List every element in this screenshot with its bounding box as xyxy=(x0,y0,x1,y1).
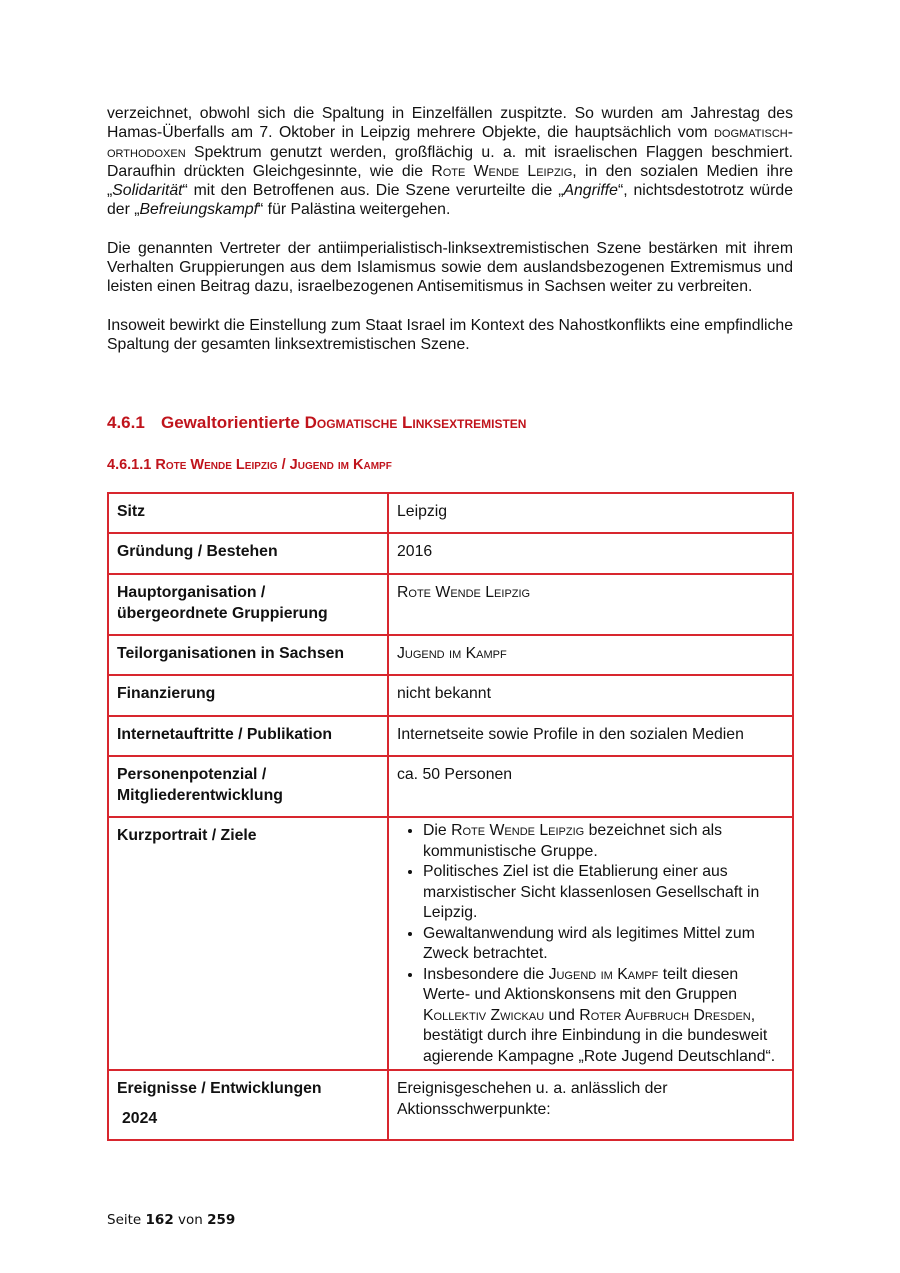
label-line: Mitgliederentwicklung xyxy=(117,786,283,804)
info-table xyxy=(107,492,794,1141)
table-row-kurzportrait xyxy=(108,817,793,1070)
subsection-title: Rote Wende Leipzig / Jugend im Kampf xyxy=(155,457,392,473)
value-cell: Rote Wende Leipzig xyxy=(388,574,793,635)
table-row-teilorganisationen xyxy=(108,635,793,675)
text-run: “ mit den Betroffenen aus. Die Szene verurteilte die „ xyxy=(182,182,564,200)
value-cell xyxy=(388,817,793,1070)
text-run: , in den sozialen Medien ihre „ xyxy=(107,162,793,200)
footer-text: Seite xyxy=(107,1212,146,1228)
label-cell xyxy=(108,574,388,635)
paragraph-3: Insoweit bewirkt die Einstellung zum Staat Israel im Kontext des Nahostkonflikts eine empfindliche Spaltung der gesamten linksextremistischen Szene. xyxy=(107,316,793,353)
label-cell: Finanzierung xyxy=(108,675,388,716)
page-total: 259 xyxy=(207,1212,236,1228)
table-row-internetauftritte xyxy=(108,716,793,756)
text-run: “ für Palästina weitergehen. xyxy=(258,201,451,219)
value-cell: Jugend im Kampf xyxy=(388,635,793,675)
quote-solidaritaet: Solidarität xyxy=(112,182,183,200)
label-line: Personenpotenzial / xyxy=(117,766,267,783)
paragraph-2: Die genannten Vertreter der antiimperialistisch-linksextremistischen Szene bestärken mit ihrem Verhalten Gruppierungen aus dem Islamismus sowie dem auslandsbezogenen Extremismus und leisten einen Beitrag dazu, israelbezogenen Antisemitismus in Sachsen weiter zu verbreiten. xyxy=(107,239,793,296)
text-run: Die xyxy=(423,822,452,839)
label-line: Hauptorganisation / xyxy=(117,584,266,601)
body-text xyxy=(107,104,793,354)
value-cell: nicht bekannt xyxy=(388,675,793,716)
table-row-personenpotenzial xyxy=(108,756,793,817)
text-run: “, nichtsdestotrotz würde der „ xyxy=(107,182,793,219)
table-row-gruendung xyxy=(108,533,793,574)
section-heading-4-6-1 xyxy=(107,413,526,433)
label-cell xyxy=(108,1070,388,1140)
text-run: teilt diesen Werte- und Aktionskonsens mit den Gruppen xyxy=(423,965,739,1003)
section-title-smallcaps: Dogmatische Linksextremisten xyxy=(304,413,527,432)
table-row-finanzierung xyxy=(108,675,793,716)
footer-text: von xyxy=(173,1212,208,1228)
bullet-list xyxy=(397,821,784,1067)
text-run: bezeichnet sich als kommunistische Gruppe. xyxy=(423,822,723,860)
quote-angriffe: Angriffe xyxy=(563,182,618,200)
text-run: Spektrum genutzt werden, großflächig u. a. mit israelischen Flaggen beschmiert. Daraufhin drückten Gleichgesinnte, wie die xyxy=(107,143,793,180)
list-item: • Politisches Ziel ist die Etablierung einer aus marxistischer Sicht klassenlosen Gesellschaft in Leipzig. xyxy=(423,862,784,924)
label-cell: Kurzportrait / Ziele xyxy=(108,817,388,1070)
value-cell: Ereignisgeschehen u. a. anlässlich der Aktionsschwerpunkte: xyxy=(388,1070,793,1140)
term-rote-wende-leipzig: Rote Wende Leipzig xyxy=(451,822,585,839)
section-number: 4.6.1 xyxy=(107,413,145,432)
list-item xyxy=(423,821,784,862)
text-run: Insbesondere die xyxy=(423,965,549,983)
term-dogmatisch-orthodox: dogmatisch-orthodoxen xyxy=(107,124,793,161)
term-roter-aufbruch-dresden: Roter Aufbruch Dresden xyxy=(579,1006,751,1024)
list-item xyxy=(423,965,784,1068)
table-row-hauptorganisation xyxy=(108,574,793,635)
label-line: Ereignisse / Entwicklungen xyxy=(117,1080,322,1097)
label-cell: Teilorganisationen in Sachsen xyxy=(108,635,388,675)
page-footer xyxy=(107,1212,235,1228)
value-cell: ca. 50 Personen xyxy=(388,756,793,817)
value-cell: 2016 xyxy=(388,533,793,574)
quote-befreiungskampf: Befreiungskampf xyxy=(139,201,259,219)
text-run: , bestätigt durch ihre Einbindung in die bundesweit agierende Kampagne „Rote Jugend Deutschland“. xyxy=(423,1006,776,1065)
list-item: • Gewaltanwendung wird als legitimes Mittel zum Zweck betrachtet. xyxy=(423,924,784,965)
term-jugend-im-kampf: Jugend im Kampf xyxy=(548,965,659,983)
table-row-ereignisse xyxy=(108,1070,793,1140)
paragraph-1 xyxy=(107,104,793,220)
text-run: verzeichnet, obwohl sich die Spaltung in Einzelfällen zuspitzte. So wurden am Jahrestag des Hamas-Überfalls am 7. Oktober in Leipzig mehrere Objekte, die hauptsächlich vom xyxy=(107,105,793,142)
value-cell: Leipzig xyxy=(388,493,793,533)
label-cell: Sitz xyxy=(108,493,388,533)
term-kollektiv-zwickau: Kollektiv Zwickau xyxy=(423,1006,545,1024)
label-line: übergeordnete Gruppierung xyxy=(117,604,328,622)
table-row-sitz xyxy=(108,493,793,533)
value-cell: Internetseite sowie Profile in den sozialen Medien xyxy=(388,716,793,756)
page-number: 162 xyxy=(145,1212,174,1228)
section-title-plain: Gewaltorientierte xyxy=(161,413,305,432)
subsection-heading-4-6-1-1 xyxy=(107,457,392,473)
year-label: 2024 xyxy=(122,1109,158,1127)
term-rote-wende-leipzig: Rote Wende Leipzig xyxy=(431,162,573,180)
label-cell: Internetauftritte / Publikation xyxy=(108,716,388,756)
label-cell: Gründung / Bestehen xyxy=(108,533,388,574)
text-run: und xyxy=(544,1006,580,1024)
label-cell xyxy=(108,756,388,817)
subsection-number: 4.6.1.1 xyxy=(107,457,156,473)
